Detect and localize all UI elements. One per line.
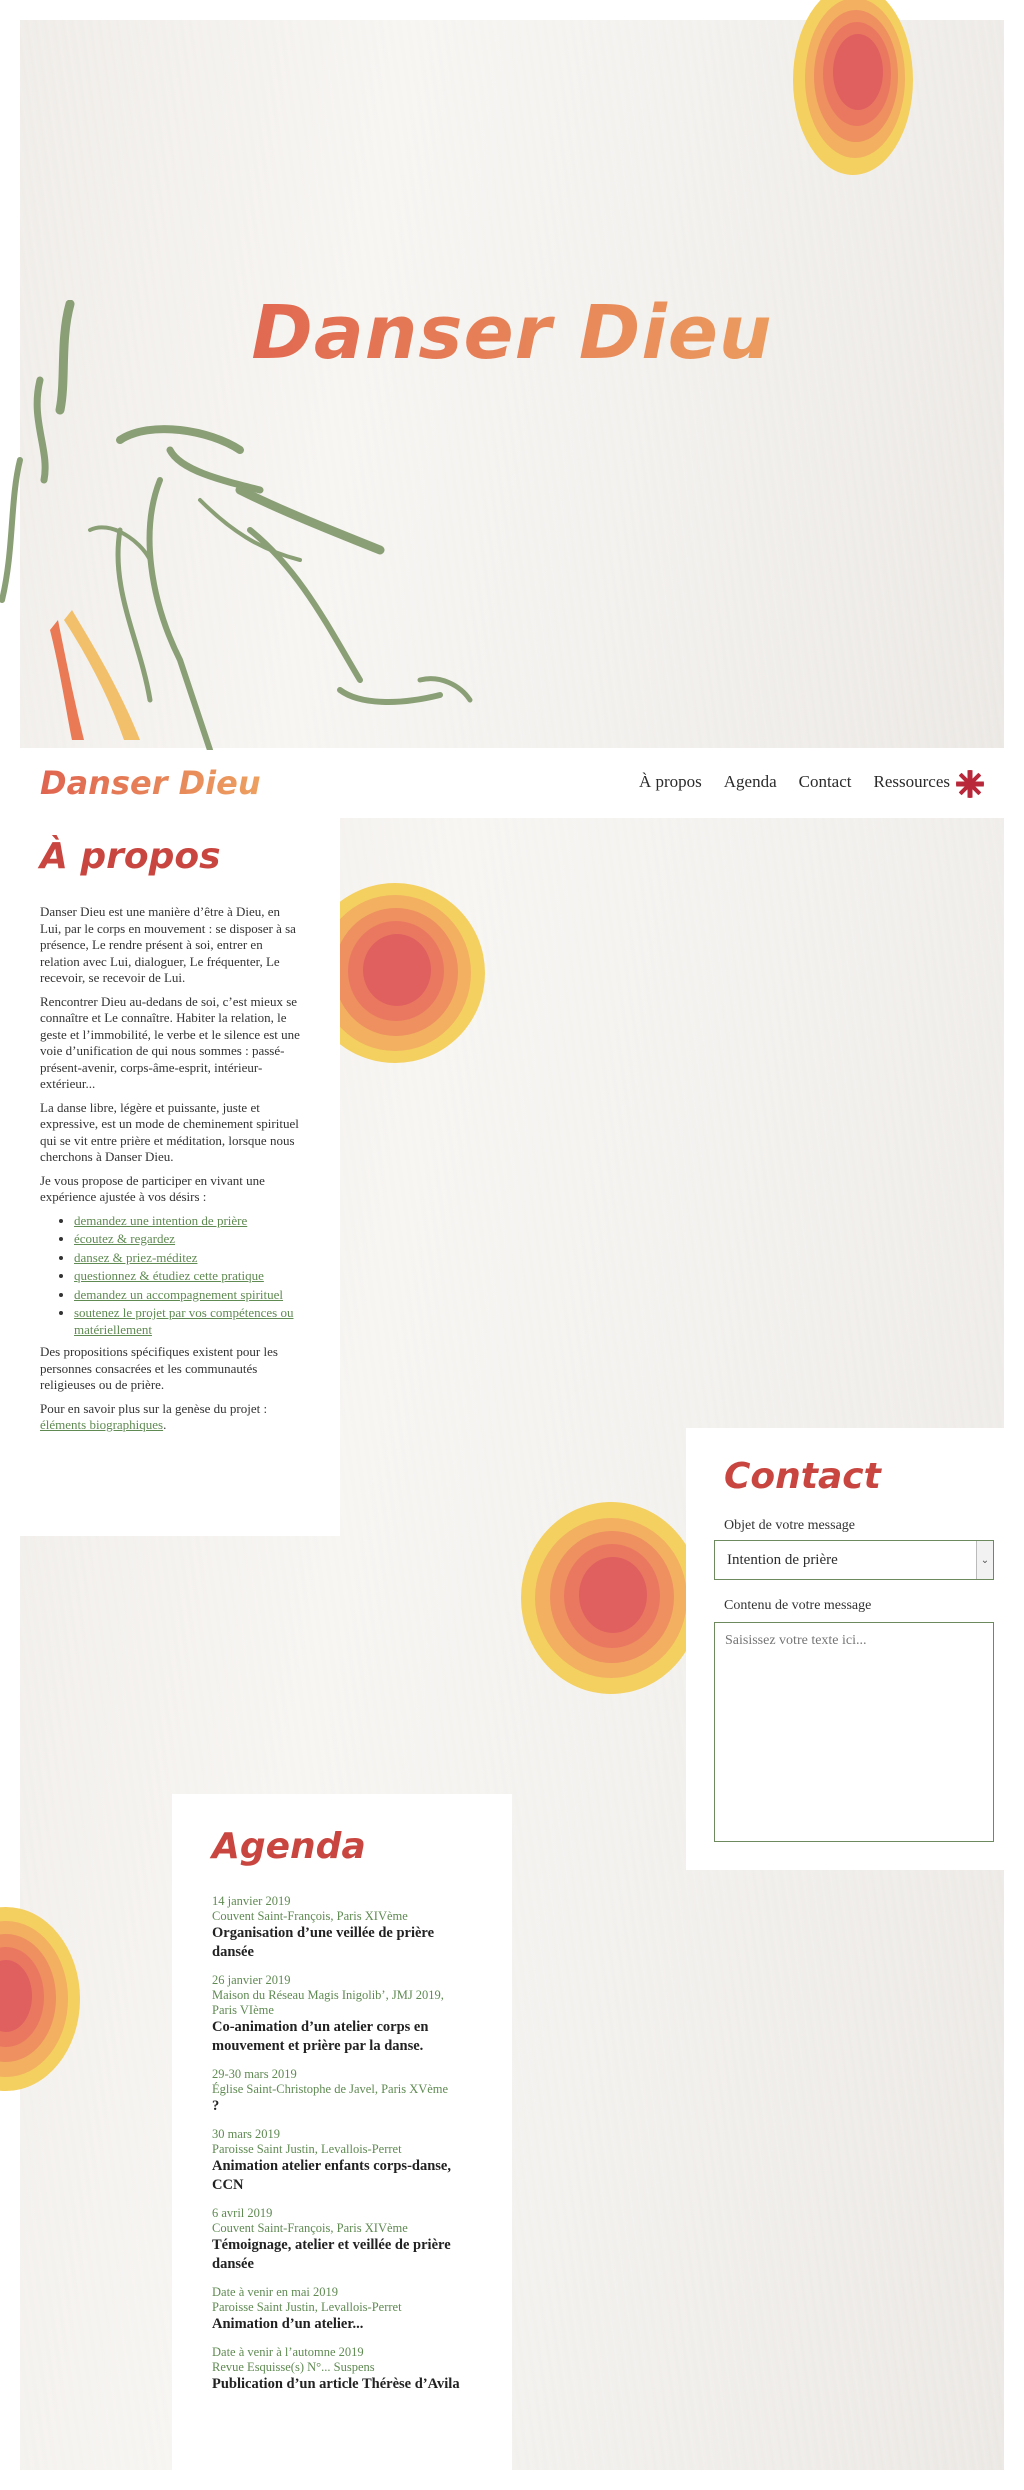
agenda-place: Revue Esquisse(s) N°... Suspens	[212, 2360, 375, 2374]
sun-icon	[788, 0, 918, 180]
apropos-title: À propos	[40, 836, 221, 877]
agenda-date: 26 janvier 2019	[212, 1973, 291, 1987]
chevron-down-icon[interactable]: ⌄	[976, 1541, 993, 1579]
agenda-place: Paroisse Saint Justin, Levallois-Perret	[212, 2142, 402, 2156]
subject-select-value: Intention de prière	[727, 1551, 838, 1568]
link-dansez-priez[interactable]: dansez & priez-méditez	[74, 1249, 198, 1265]
list-item	[74, 1287, 300, 1304]
agenda-date: Date à venir à l’automne 2019	[212, 2345, 364, 2359]
message-label: Contenu de votre message	[724, 1598, 872, 1613]
agenda-event-title: Organisation d’une veillée de prière dansée	[212, 1925, 435, 1960]
agenda-item	[212, 2067, 462, 2116]
agenda-event-title: Animation atelier enfants corps-danse, CCN	[212, 2158, 451, 2193]
contact-title: Contact	[724, 1456, 881, 1497]
apropos-paragraph: Danser Dieu est une manière d’être à Dieu, en Lui, par le corps en mouvement : se disposer à sa présence, Le rendre présent à soi, entrer en relation avec Lui, dialoguer, Le fréquenter, Le recevoir, se recevoir de Lui.	[40, 904, 296, 985]
apropos-body	[40, 904, 300, 1441]
agenda-date: Date à venir en mai 2019	[212, 2285, 338, 2299]
agenda-place: Couvent Saint-François, Paris XIVème	[212, 2221, 408, 2235]
nav-link-ressources[interactable]: Ressources	[873, 772, 950, 791]
list-item	[74, 1250, 300, 1267]
apropos-paragraph: Rencontrer Dieu au-dedans de soi, c’est mieux se connaître et Le connaître. Habiter la relation, le geste et l’immobilité, le verbe et le silence est une voie d’unification de qui nous sommes : passé-présent-avenir, corps-âme-esprit, intérieur-extérieur...	[40, 993, 300, 1091]
subject-select[interactable]	[714, 1540, 994, 1580]
agenda-place: Maison du Réseau Magis Inigolib’, JMJ 2019, Paris VIème	[212, 1988, 444, 2017]
apropos-link-list	[40, 1213, 300, 1339]
apropos-paragraph: Je vous propose de participer en vivant une expérience ajustée à vos désirs :	[40, 1172, 265, 1204]
agenda-place: Église Saint-Christophe de Javel, Paris XVème	[212, 2082, 449, 2096]
link-intention-priere[interactable]: demandez une intention de prière	[74, 1212, 248, 1228]
uk-flag-icon[interactable]	[956, 770, 984, 798]
apropos-paragraph	[40, 1401, 300, 1434]
message-textarea[interactable]	[714, 1622, 994, 1842]
list-item	[74, 1213, 300, 1230]
nav-link-contact[interactable]: Contact	[798, 772, 852, 791]
link-accompagnement[interactable]: demandez un accompagnement spirituel	[74, 1286, 284, 1302]
link-questionnez-etudiez[interactable]: questionnez & étudiez cette pratique	[74, 1268, 264, 1283]
agenda-item	[212, 1894, 462, 1962]
list-item	[74, 1231, 300, 1248]
nav-link-agenda[interactable]: Agenda	[723, 772, 777, 791]
agenda-event-title: Animation d’un atelier...	[212, 2316, 364, 2332]
agenda-event-title: Publication d’un article Thérèse d’Avila	[212, 2376, 460, 2392]
main-navbar	[20, 750, 1004, 816]
link-biographie[interactable]: éléments biographiques	[40, 1417, 164, 1432]
agenda-item	[212, 2285, 462, 2334]
agenda-item	[212, 2345, 462, 2394]
agenda-event-title: ?	[212, 2098, 220, 2114]
link-ecoutez-regardez[interactable]: écoutez & regardez	[74, 1231, 176, 1246]
agenda-title: Agenda	[212, 1826, 366, 1867]
apropos-bio-suffix: .	[163, 1417, 167, 1432]
agenda-date: 29-30 mars 2019	[212, 2067, 297, 2081]
apropos-paragraph: Des propositions spécifiques existent pour les personnes consacrées et les communautés religieuses ou de prière.	[40, 1344, 278, 1392]
subject-label: Objet de votre message	[724, 1518, 856, 1533]
agenda-item	[212, 1973, 462, 2056]
apropos-section	[20, 818, 340, 1536]
list-item	[74, 1305, 300, 1338]
apropos-paragraph: La danse libre, légère et puissante, juste et expressive, est un mode de cheminement spirituel qui se vit entre prière et méditation, lorsque nous cherchons à Danser Dieu.	[40, 1099, 299, 1164]
agenda-list	[212, 1894, 462, 2405]
brand-logo[interactable]: Danser Dieu	[40, 764, 261, 802]
dancer-illustration	[0, 300, 480, 760]
agenda-section	[172, 1794, 512, 2470]
agenda-item	[212, 2206, 462, 2274]
agenda-event-title: Témoignage, atelier et veillée de prière dansée	[212, 2237, 451, 2272]
agenda-event-title: Co-animation d’un atelier corps en mouvement et prière par la danse.	[212, 2019, 429, 2054]
agenda-place: Paroisse Saint Justin, Levallois-Perret	[212, 2300, 402, 2314]
hero-title: Danser Dieu	[0, 290, 1024, 376]
sun-icon	[516, 1498, 706, 1698]
contact-section	[686, 1428, 1004, 1870]
agenda-date: 14 janvier 2019	[212, 1894, 291, 1908]
sun-icon	[0, 1904, 80, 2094]
agenda-place: Couvent Saint-François, Paris XIVème	[212, 1909, 408, 1923]
agenda-date: 30 mars 2019	[212, 2127, 281, 2141]
agenda-item	[212, 2127, 462, 2195]
link-soutenez[interactable]: soutenez le projet par vos compétences ou matériellement	[74, 1305, 294, 1337]
apropos-bio-prefix: Pour en savoir plus sur la genèse du projet :	[40, 1400, 268, 1416]
agenda-date: 6 avril 2019	[212, 2206, 273, 2220]
list-item	[74, 1268, 300, 1285]
nav-links	[639, 772, 950, 792]
nav-link-apropos[interactable]: À propos	[638, 772, 702, 791]
